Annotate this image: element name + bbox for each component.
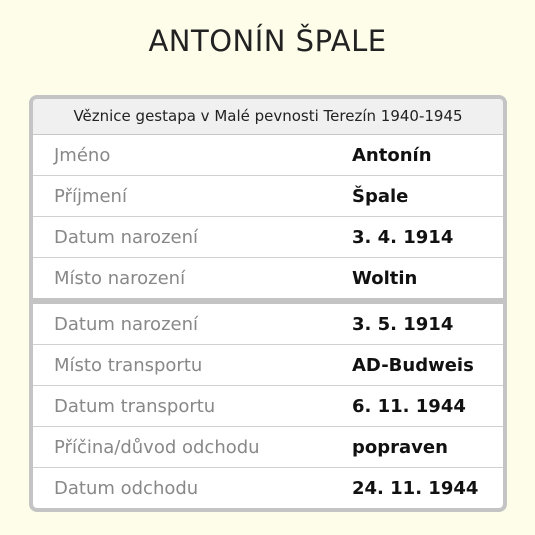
card-header: Věznice gestapa v Malé pevnosti Terezín 1940-1945 [33,99,503,135]
row-value: Woltin [352,267,418,289]
table-row [33,135,503,176]
row-label: Datum narození [54,313,198,335]
row-value: AD-Budweis [352,354,474,376]
row-value: Antonín [352,144,432,166]
table-row [33,217,503,258]
table-row [33,176,503,217]
row-value: Špale [352,185,409,207]
record-section-personal [33,135,503,298]
row-value: popraven [352,436,448,458]
row-label: Jméno [54,144,111,166]
row-label: Příčina/důvod odchodu [54,436,260,458]
row-label: Datum transportu [54,395,216,417]
row-value: 24. 11. 1944 [352,477,479,499]
table-row [33,304,503,345]
table-row [33,468,503,508]
table-row [33,258,503,298]
table-row [33,345,503,386]
record-section-transport [33,304,503,508]
table-row [33,386,503,427]
row-value: 6. 11. 1944 [352,395,466,417]
row-label: Příjmení [54,185,127,207]
row-value: 3. 5. 1914 [352,313,454,335]
table-row [33,427,503,468]
row-label: Datum narození [54,226,198,248]
record-card [29,95,507,512]
row-label: Místo narození [54,267,186,289]
row-label: Místo transportu [54,354,203,376]
row-value: 3. 4. 1914 [352,226,454,248]
row-label: Datum odchodu [54,477,199,499]
page-title: ANTONÍN ŠPALE [148,24,387,58]
